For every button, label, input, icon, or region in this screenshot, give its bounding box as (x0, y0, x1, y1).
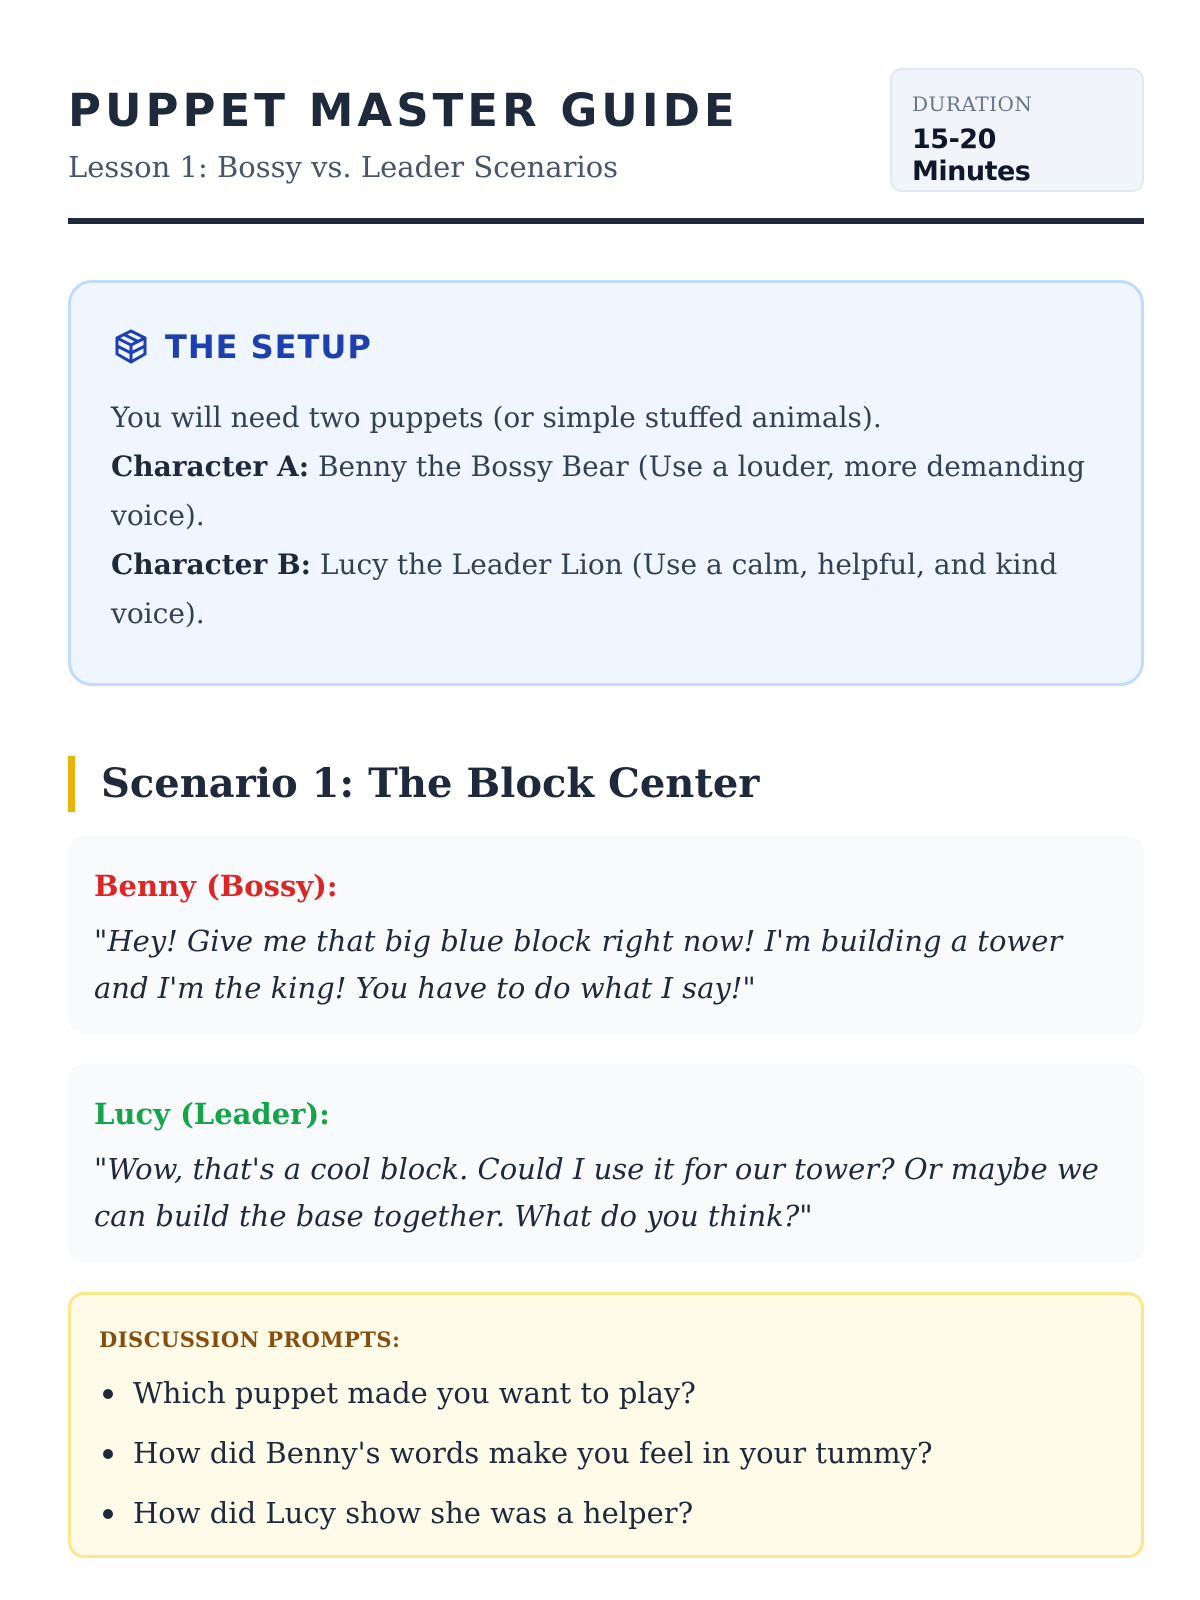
speaker-name: Benny (Bossy): (94, 869, 338, 903)
character-b (111, 540, 1101, 638)
duration-value: 15-20 Minutes (912, 124, 1031, 188)
character-b-text: Lucy the Leader Lion (Use a calm, helpful, and kind voice). (111, 548, 1058, 630)
setup-body (111, 393, 1101, 638)
setup-panel (68, 280, 1144, 686)
dialogue-card-bossy (68, 836, 1144, 1034)
character-a-text: Benny the Bossy Bear (Use a louder, more demanding voice). (111, 450, 1085, 532)
box-icon (111, 327, 151, 367)
list-item: Which puppet made you want to play? (99, 1363, 1113, 1423)
dialogue-quote: "Hey! Give me that big blue block right now! I'm building a tower and I'm the king! You have to do what I say!" (94, 924, 1063, 1005)
setup-title: THE SETUP (165, 328, 372, 366)
list-item: How did Benny's words make you feel in your tummy? (99, 1423, 1113, 1483)
discussion-label: DISCUSSION PROMPTS: (99, 1327, 401, 1352)
dialogue-card-leader (68, 1064, 1144, 1262)
prompt-list (99, 1363, 1113, 1543)
page-title: PUPPET MASTER GUIDE (68, 84, 739, 137)
duration-label: DURATION (912, 92, 1033, 116)
scenario-title: Scenario 1: The Block Center (68, 756, 759, 812)
character-a (111, 442, 1101, 540)
page-subtitle: Lesson 1: Bossy vs. Leader Scenarios (68, 150, 619, 184)
setup-intro: You will need two puppets (or simple stuffed animals). (111, 401, 882, 434)
guide-page (68, 60, 1144, 1530)
duration-badge (890, 68, 1144, 192)
dialogue-quote: "Wow, that's a cool block. Could I use it for our tower? Or maybe we can build the base together. What do you think?" (94, 1152, 1099, 1233)
character-b-label: Character B: (111, 548, 311, 581)
character-a-label: Character A: (111, 450, 310, 483)
speaker-name: Lucy (Leader): (94, 1097, 330, 1131)
discussion-prompts-panel (68, 1292, 1144, 1558)
setup-heading (111, 325, 1101, 369)
header (68, 60, 1144, 224)
list-item: How did Lucy show she was a helper? (99, 1483, 1113, 1543)
